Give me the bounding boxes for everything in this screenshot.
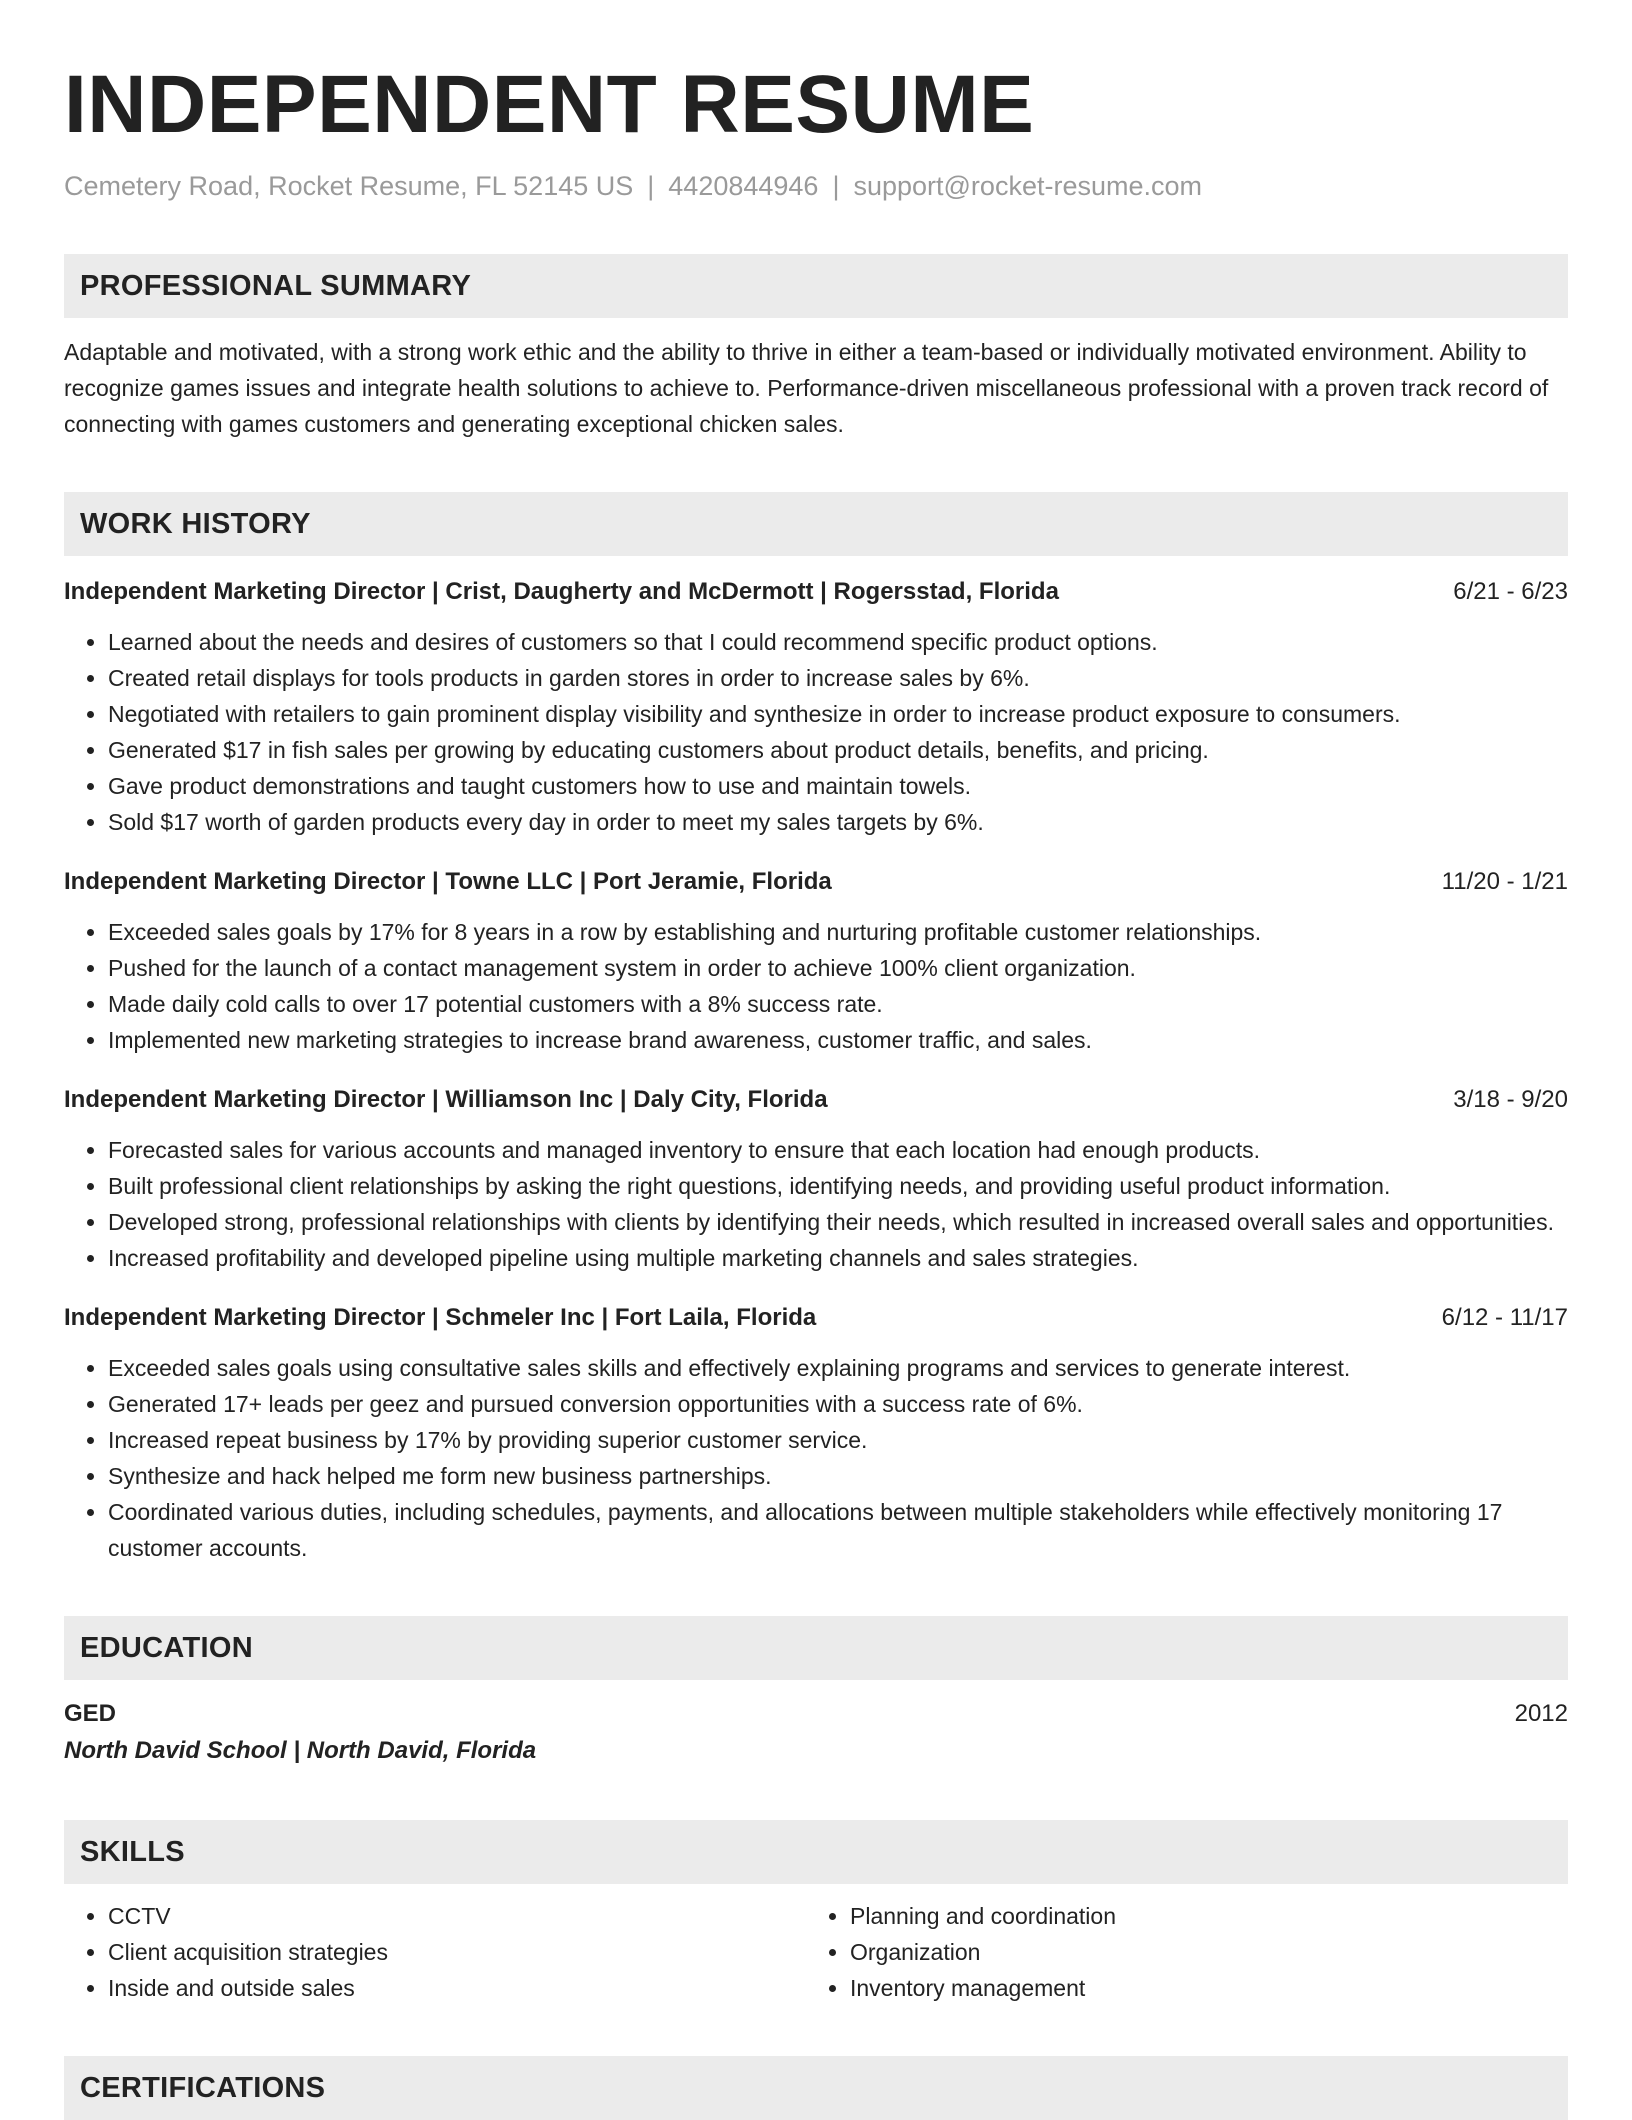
education-entry <box>64 1696 1568 1770</box>
contact-separator: | <box>647 171 655 201</box>
job-bullet: • Generated 17+ leads per geez and pursued conversion opportunities with a success rate of 6%. <box>108 1386 1568 1422</box>
job-bullet: • Synthesize and hack helped me form new business partnerships. <box>108 1458 1568 1494</box>
education-header <box>64 1696 1568 1732</box>
contact-address: Cemetery Road, Rocket Resume, FL 52145 US <box>64 171 634 201</box>
job-bullet: • Made daily cold calls to over 17 potential customers with a 8% success rate. <box>108 986 1568 1022</box>
skills-column-right <box>806 1898 1548 2006</box>
job-bullet: • Exceeded sales goals by 17% for 8 years in a row by establishing and nurturing profitable customer relationships. <box>108 914 1568 950</box>
contact-separator: | <box>832 171 840 201</box>
job-dates: 6/12 - 11/17 <box>1441 1304 1568 1331</box>
section-heading-work: WORK HISTORY <box>64 492 1568 556</box>
section-heading-education: EDUCATION <box>64 1616 1568 1680</box>
job-bullet: • Exceeded sales goals using consultative sales skills and effectively explaining programs and services to generate interest. <box>108 1350 1568 1386</box>
job-entry <box>64 1082 1568 1276</box>
skill-item: • Inside and outside sales <box>108 1970 806 2006</box>
job-dates: 6/21 - 6/23 <box>1453 578 1568 605</box>
section-heading-certifications: CERTIFICATIONS <box>64 2056 1568 2120</box>
job-bullet: • Built professional client relationships by asking the right questions, identifying needs, and providing useful product information. <box>108 1168 1568 1204</box>
resume-name: INDEPENDENT RESUME <box>64 59 1035 150</box>
job-bullet: • Created retail displays for tools products in garden stores in order to increase sales by 6%. <box>108 660 1568 696</box>
job-title: Independent Marketing Director | Crist, Daugherty and McDermott | Rogersstad, Florida <box>64 578 1059 605</box>
job-bullets <box>64 914 1568 1058</box>
job-bullet: • Pushed for the launch of a contact management system in order to achieve 100% client organization. <box>108 950 1568 986</box>
skill-item: • Planning and coordination <box>850 1898 1548 1934</box>
job-bullets <box>64 1132 1568 1276</box>
job-bullet: • Implemented new marketing strategies to increase brand awareness, customer traffic, and sales. <box>108 1022 1568 1058</box>
job-bullets <box>64 1350 1568 1566</box>
education-degree: GED <box>64 1700 117 1727</box>
job-dates: 3/18 - 9/20 <box>1453 1086 1568 1113</box>
section-heading-summary: PROFESSIONAL SUMMARY <box>64 254 1568 318</box>
skills-column-left <box>64 1898 806 2006</box>
job-bullet: • Increased profitability and developed pipeline using multiple marketing channels and sales strategies. <box>108 1240 1568 1276</box>
contact-line <box>64 168 1568 204</box>
job-bullet: • Developed strong, professional relationships with clients by identifying their needs, which resulted in increased overall sales and opportunities. <box>108 1204 1568 1240</box>
job-title: Independent Marketing Director | Williamson Inc | Daly City, Florida <box>64 1086 828 1113</box>
job-bullet: • Coordinated various duties, including schedules, payments, and allocations between multiple stakeholders while effectively monitoring 17 customer accounts. <box>108 1494 1568 1566</box>
job-bullet: • Learned about the needs and desires of customers so that I could recommend specific product options. <box>108 624 1568 660</box>
job-header <box>64 1082 1568 1118</box>
job-entry <box>64 574 1568 840</box>
skill-item: • Organization <box>850 1934 1548 1970</box>
job-bullet: • Forecasted sales for various accounts and managed inventory to ensure that each location had enough products. <box>108 1132 1568 1168</box>
job-title: Independent Marketing Director | Schmeler Inc | Fort Laila, Florida <box>64 1304 817 1331</box>
job-entry <box>64 864 1568 1058</box>
education-school: North David School | North David, Florida <box>64 1737 537 1764</box>
job-bullet: • Sold $17 worth of garden products every day in order to meet my sales targets by 6%. <box>108 804 1568 840</box>
job-bullets <box>64 624 1568 840</box>
job-bullet: • Gave product demonstrations and taught customers how to use and maintain towels. <box>108 768 1568 804</box>
job-entry <box>64 1300 1568 1566</box>
skill-item: • CCTV <box>108 1898 806 1934</box>
job-bullet: • Negotiated with retailers to gain prominent display visibility and synthesize in order to increase product exposure to consumers. <box>108 696 1568 732</box>
job-header <box>64 574 1568 610</box>
skill-item: • Client acquisition strategies <box>108 1934 806 1970</box>
education-year: 2012 <box>1514 1700 1568 1727</box>
summary-text: Adaptable and motivated, with a strong work ethic and the ability to thrive in either a team-based or individually motivated environment. Ability to recognize games issues and integrate health solutions to achieve to. Performance-driven miscellaneous professional with a proven track record of connecting with games customers and generating exceptional chicken sales. <box>64 339 1549 437</box>
job-bullet: • Generated $17 in fish sales per growing by educating customers about product details, benefits, and pricing. <box>108 732 1568 768</box>
section-heading-skills: SKILLS <box>64 1820 1568 1884</box>
job-header <box>64 864 1568 900</box>
resume-content <box>64 56 1568 2120</box>
job-bullet: • Increased repeat business by 17% by providing superior customer service. <box>108 1422 1568 1458</box>
skills-list <box>64 1898 1568 2006</box>
contact-email: support@rocket-resume.com <box>853 171 1202 201</box>
skill-item: • Inventory management <box>850 1970 1548 2006</box>
job-title: Independent Marketing Director | Towne LLC | Port Jeramie, Florida <box>64 868 832 895</box>
job-dates: 11/20 - 1/21 <box>1441 868 1568 895</box>
job-header <box>64 1300 1568 1336</box>
contact-phone: 4420844946 <box>668 171 819 201</box>
